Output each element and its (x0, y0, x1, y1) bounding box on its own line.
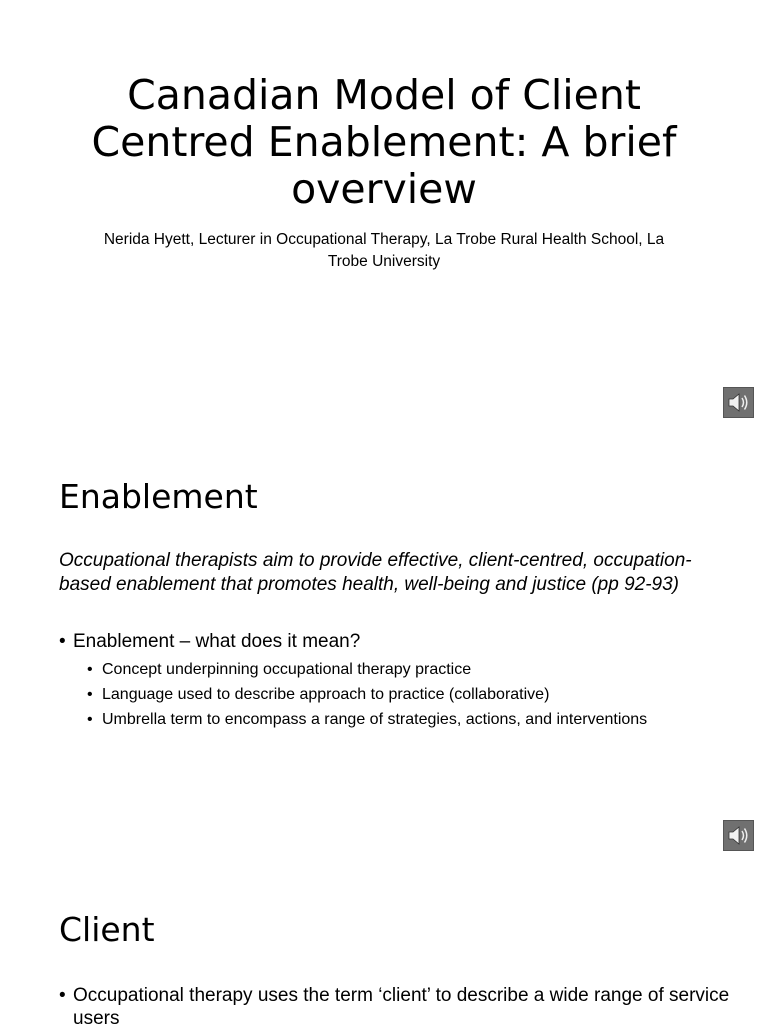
sub-bullet-list (87, 657, 739, 732)
presentation-title: Canadian Model of Client Centred Enablement: A brief overview (91, 71, 677, 213)
sub-bullet-item: • Concept underpinning occupational therapy practice (87, 657, 739, 682)
slide-heading: Client (59, 910, 155, 949)
bullet-list (59, 630, 739, 732)
speaker-icon[interactable] (723, 820, 754, 851)
enablement-slide (0, 440, 768, 880)
speaker-icon[interactable] (723, 387, 754, 418)
quote-text: Occupational therapists aim to provide effective, client-centred, occupation-based enablement that promotes health, well-being and justice (pp 92-93) (59, 550, 692, 595)
client-slide (0, 880, 768, 1029)
presenter-subtitle: Nerida Hyett, Lecturer in Occupational Therapy, La Trobe Rural Health School, La Trobe University (103, 231, 665, 270)
title-slide (0, 0, 768, 440)
bullet-text: Enablement – what does it mean? (73, 631, 361, 652)
bullet-item (59, 630, 739, 732)
sub-bullet-item: • Umbrella term to encompass a range of strategies, actions, and interventions (87, 707, 739, 732)
sub-bullet-item: • Language used to describe approach to practice (collaborative) (87, 682, 739, 707)
bullet-item: • Occupational therapy uses the term ‘client’ to describe a wide range of service users (59, 984, 739, 1030)
slide-heading: Enablement (59, 477, 258, 516)
bullet-list (59, 984, 739, 1030)
